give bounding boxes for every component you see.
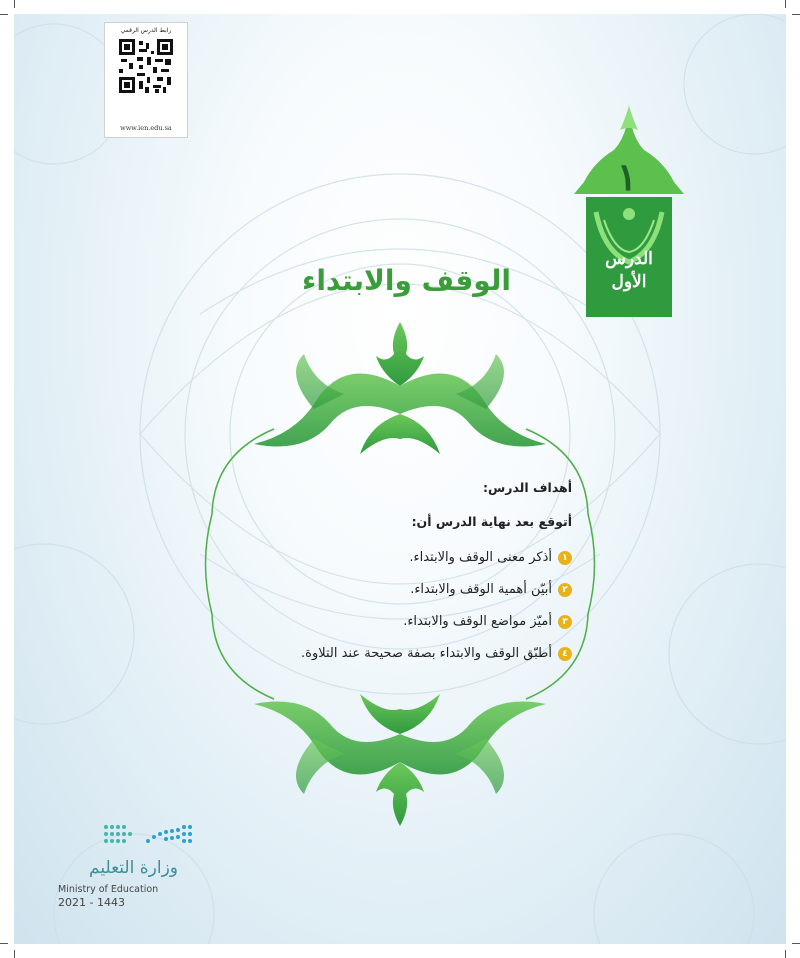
lesson-goals (242, 480, 572, 661)
crop-mark (785, 0, 786, 8)
goal-item (301, 646, 572, 661)
lesson-label-line1: الدرس (605, 249, 653, 269)
page (14, 14, 786, 944)
crop-mark (0, 14, 8, 15)
goals-intro: أتوقع بعد نهاية الدرس أن: (411, 514, 572, 529)
goal-text: أذكر معنى الوقف والابتداء. (409, 550, 552, 565)
goal-number-badge: ٣ (558, 615, 572, 629)
goal-number-badge: ١ (558, 551, 572, 565)
edition-year: 2021 - 1443 (58, 896, 125, 909)
qr-title: رابط الدرس الرقمي (120, 27, 172, 34)
goal-item (409, 550, 572, 565)
goal-item (410, 582, 572, 597)
ministry-name-ar: وزارة التعليم (89, 858, 178, 878)
qr-url: www.ien.edu.sa (120, 124, 172, 132)
ministry-dots-icon (102, 822, 202, 852)
goal-text: أميّز مواضع الوقف والابتداء. (403, 614, 552, 629)
qr-code-icon[interactable] (119, 39, 173, 93)
qr-code-box[interactable] (104, 22, 188, 138)
goals-heading: أهداف الدرس: (483, 480, 572, 495)
page-title: الوقف والابتداء (302, 264, 511, 297)
goal-number-badge: ٢ (558, 583, 572, 597)
goal-text: أطبّق الوقف والابتداء بصفة صحيحة عند التلاوة. (301, 646, 552, 661)
ministry-name-en: Ministry of Education (58, 884, 159, 895)
crop-mark (14, 950, 15, 958)
goal-item (403, 614, 572, 629)
crop-mark (792, 14, 800, 15)
crop-mark (0, 943, 8, 944)
crop-mark (785, 950, 786, 958)
crop-mark (14, 0, 15, 8)
goal-number-badge: ٤ (558, 647, 572, 661)
lesson-number: ١ (616, 154, 638, 199)
crop-mark (792, 943, 800, 944)
goal-text: أبيّن أهمية الوقف والابتداء. (410, 582, 552, 597)
lesson-label-line2: الأول (611, 272, 647, 292)
